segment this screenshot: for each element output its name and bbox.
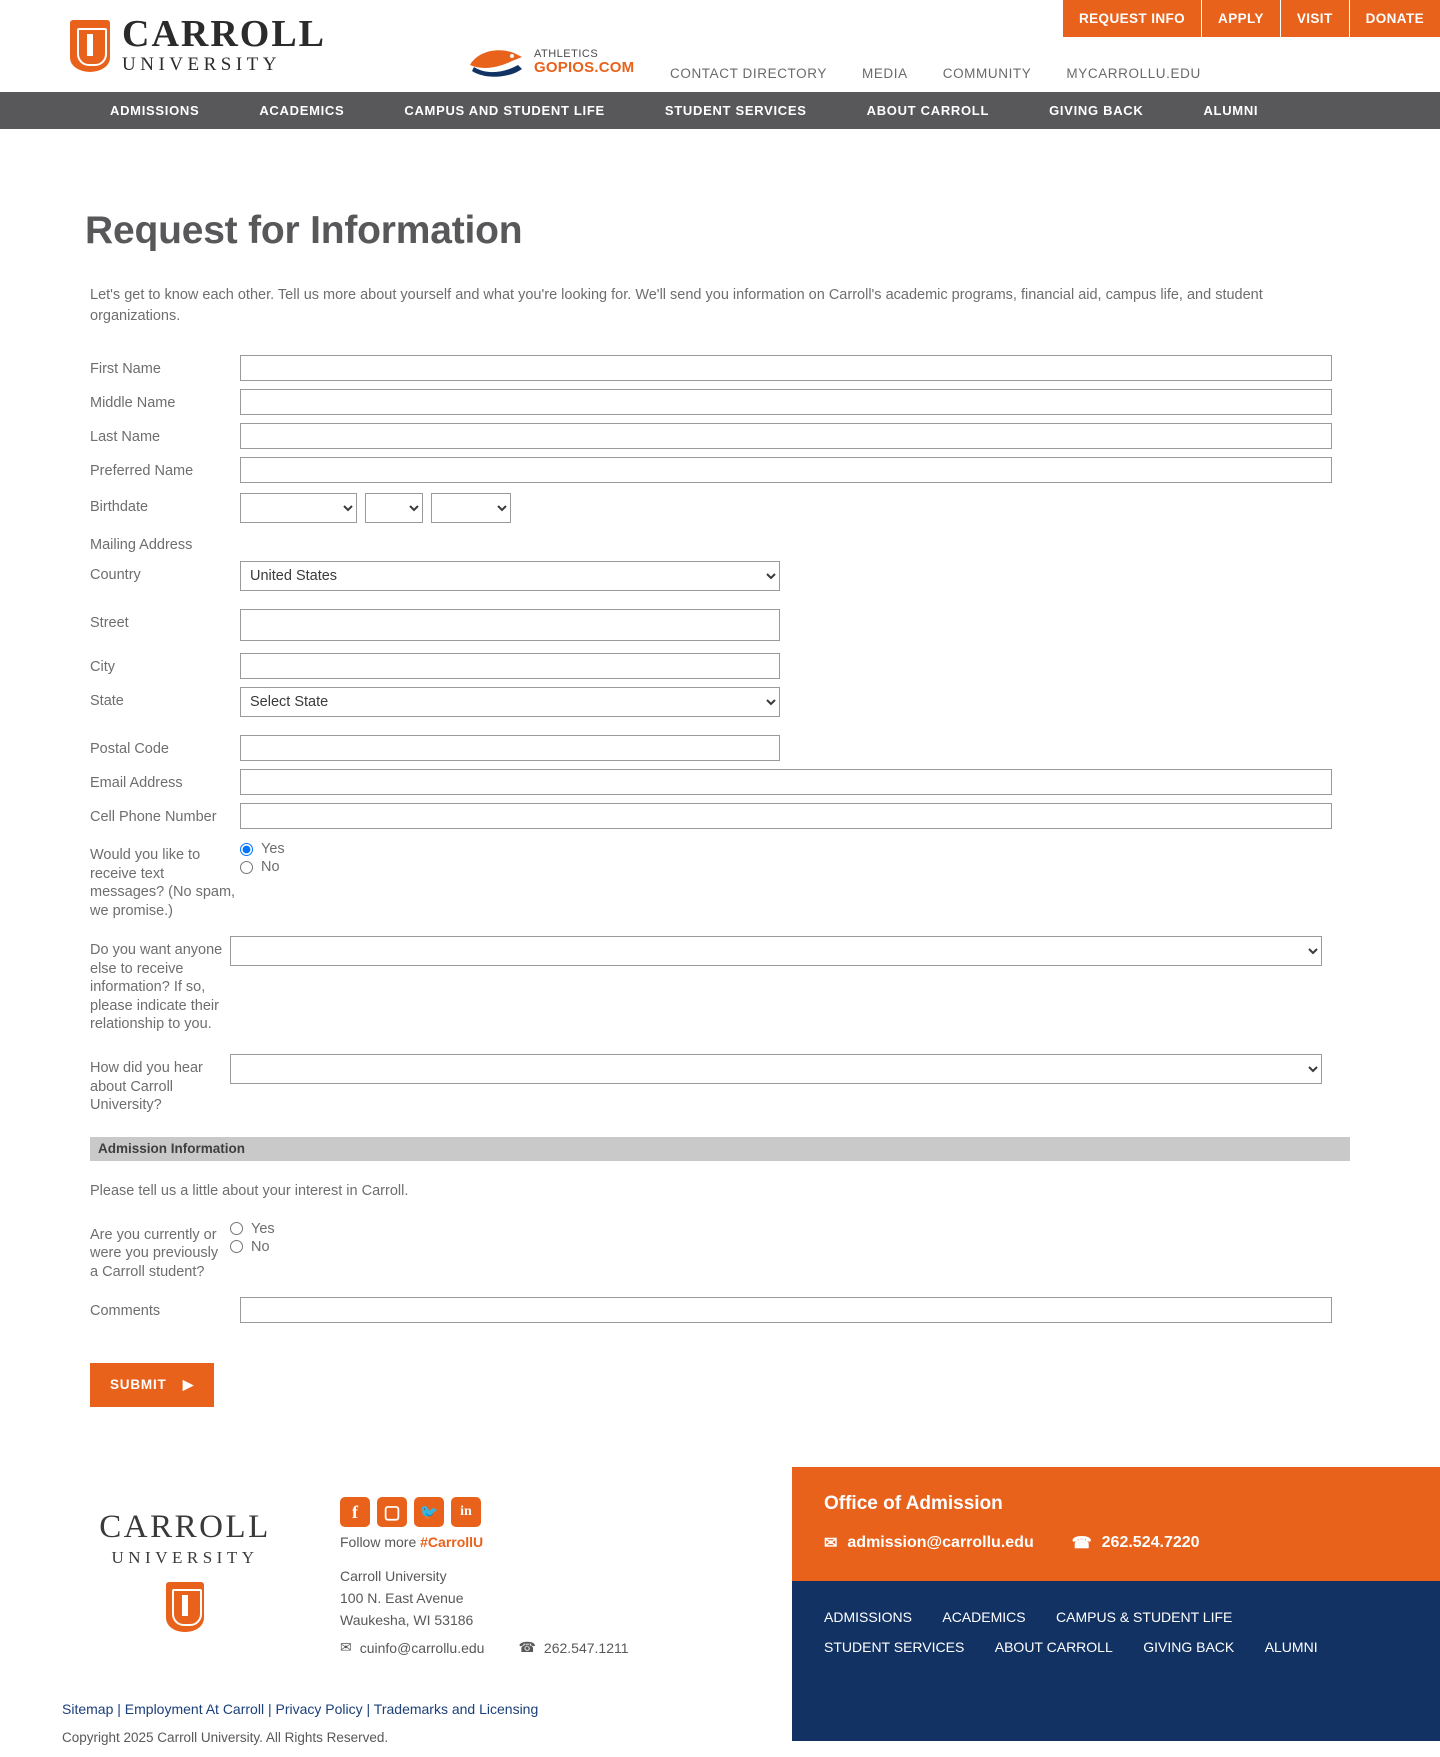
twitter-icon[interactable]: 🐦 [414,1497,444,1527]
footer-nav-row-2 [824,1633,1408,1662]
link-sitemap[interactable]: Sitemap [62,1701,114,1718]
nav-admissions[interactable]: ADMISSIONS [110,103,200,118]
donate-button[interactable]: DONATE [1349,0,1440,37]
admission-information-note: Please tell us a little about your interest in Carroll. [90,1182,409,1199]
city-label: City [90,659,115,676]
footer-right-section [792,1467,1440,1741]
country-label: Country [90,567,141,584]
email-input[interactable] [240,769,1332,795]
admission-information-bar: Admission Information [90,1137,1350,1161]
link-employment[interactable]: Employment At Carroll [124,1701,265,1718]
cell-phone-label: Cell Phone Number [90,809,217,826]
field-row-state [90,687,1350,717]
gopios-label: GOPIOS.COM [534,58,635,76]
logo-wordmark: CARROLL [122,13,327,55]
footer-info [300,1497,629,1656]
link-community[interactable]: COMMUNITY [942,66,1032,81]
footer-wordmark: CARROLL [99,1509,271,1546]
footer-nav-admissions[interactable]: ADMISSIONS [824,1609,912,1626]
field-row-birthdate [90,493,1350,523]
field-row-cell-phone [90,803,1350,829]
office-email[interactable]: admission@carrollu.edu [847,1534,1034,1552]
office-title: Office of Admission [824,1493,1003,1515]
current-student-no-label: No [251,1238,270,1255]
request-info-button[interactable]: REQUEST INFO [1062,0,1201,37]
current-student-no-option[interactable] [230,1239,1350,1255]
apply-button[interactable]: APPLY [1201,0,1280,37]
office-phone[interactable]: 262.524.7220 [1101,1534,1200,1552]
current-student-yes-option[interactable] [230,1221,1350,1237]
instagram-icon[interactable]: ▢ [377,1497,407,1527]
site-footer [0,1467,1440,1757]
text-messages-no-option[interactable] [240,859,1350,875]
link-contact-directory[interactable]: CONTACT DIRECTORY [670,66,827,81]
shield-icon [70,20,110,72]
field-row-comments [90,1297,1350,1323]
comments-input[interactable] [240,1297,1332,1323]
address-line-3: Waukesha, WI 53186 [340,1611,474,1628]
social-links [340,1497,629,1527]
text-messages-yes-option[interactable] [240,841,1350,857]
address-line-2: 100 N. East Avenue [340,1589,464,1606]
footer-nav-student-services[interactable]: STUDENT SERVICES [824,1638,965,1655]
follow-text [340,1534,629,1550]
birthdate-year-select[interactable] [431,493,511,523]
birthdate-day-select[interactable] [365,493,423,523]
preferred-name-input[interactable] [240,457,1332,483]
pioneer-logo-icon [468,45,526,79]
page-title: Request for Information [85,209,523,252]
utility-button-group [1062,0,1440,37]
nav-campus-and-student-life[interactable]: CAMPUS AND STUDENT LIFE [404,103,605,118]
last-name-label: Last Name [90,429,161,446]
field-row-street [90,609,1350,641]
comments-label: Comments [90,1303,161,1320]
site-logo[interactable] [70,15,326,77]
request-info-form [80,355,1360,1115]
field-row-text-messages [90,841,1350,920]
current-student-yes-label: Yes [251,1220,275,1237]
footer-address [340,1566,629,1631]
field-row-middle-name [90,389,1350,415]
field-row-relationship [90,936,1350,1034]
athletics-label: ATHLETICS [534,47,599,60]
footer-shield-icon [166,1582,204,1632]
footer-nav-row-1 [824,1603,1408,1632]
envelope-icon: ✉ [340,1639,352,1656]
current-student-no-radio[interactable] [230,1240,243,1253]
text-messages-no-radio[interactable] [240,861,253,874]
nav-giving-back[interactable]: GIVING BACK [1049,103,1144,118]
mailing-address-heading: Mailing Address [90,537,193,554]
country-select[interactable] [240,561,780,591]
postal-code-input[interactable] [240,735,780,761]
text-messages-no-label: No [261,859,280,876]
last-name-input[interactable] [240,423,1332,449]
middle-name-label: Middle Name [90,395,176,412]
field-row-city [90,653,1350,679]
field-row-postal-code [90,735,1350,761]
field-row-first-name [90,355,1350,381]
birthdate-label: Birthdate [90,499,149,516]
page-content [0,209,1440,1407]
street-label: Street [90,615,129,632]
page-intro: Let's get to know each other. Tell us more about yourself and what you're looking for. We'll send you information on Carroll's academic programs, financial aid, campus life, and student organizations. [90,287,1263,325]
first-name-label: First Name [90,361,161,378]
text-messages-yes-label: Yes [261,841,285,858]
relationship-select[interactable] [230,936,1322,966]
how-hear-select[interactable] [230,1054,1322,1084]
footer-nav-campus-student-life[interactable]: CAMPUS & STUDENT LIFE [1056,1609,1233,1626]
field-row-current-student [90,1221,1350,1282]
footer-nav-academics[interactable]: ACADEMICS [942,1609,1026,1626]
link-privacy-policy[interactable]: Privacy Policy [275,1701,363,1718]
address-line-1: Carroll University [340,1568,447,1585]
footer-nav-giving-back[interactable]: GIVING BACK [1143,1638,1235,1655]
footer-navigation [792,1581,1440,1741]
preferred-name-label: Preferred Name [90,463,194,480]
nav-about-carroll[interactable]: ABOUT CARROLL [866,103,990,118]
field-row-last-name [90,423,1350,449]
city-input[interactable] [240,653,780,679]
field-row-email [90,769,1350,795]
link-mycarrollu[interactable]: MYCARROLLU.EDU [1066,66,1201,81]
site-header [0,0,1440,92]
postal-code-label: Postal Code [90,741,169,758]
text-messages-label: Would you like to receive text messages? (No spam, we promise.) [90,847,236,919]
first-name-input[interactable] [240,355,1332,381]
follow-hashtag: #CarrollU [420,1534,484,1551]
field-row-preferred-name [90,457,1350,483]
link-trademarks[interactable]: Trademarks and Licensing [373,1701,539,1718]
relationship-label: Do you want anyone else to receive information? If so, please indicate their relationship to you. [90,942,223,1033]
athletics-link[interactable] [468,45,634,79]
birthdate-month-select[interactable] [240,493,357,523]
facebook-icon[interactable]: f [340,1497,370,1527]
logo-subtext: UNIVERSITY [122,54,281,75]
email-label: Email Address [90,775,183,792]
nav-academics[interactable]: ACADEMICS [259,103,345,118]
footer-nav-about-carroll[interactable]: ABOUT CARROLL [994,1638,1113,1655]
copyright-text: Copyright 2025 Carroll University. All Rights Reserved. [62,1730,389,1746]
follow-label: Follow more [340,1534,421,1551]
state-label: State [90,693,124,710]
text-messages-yes-radio[interactable] [240,843,253,856]
cell-phone-input[interactable] [240,803,1332,829]
phone-icon: ☎ [518,1639,536,1656]
office-of-admission-box [792,1467,1440,1581]
middle-name-input[interactable] [240,389,1332,415]
footer-nav-alumni[interactable]: ALUMNI [1264,1638,1318,1655]
nav-student-services[interactable]: STUDENT SERVICES [664,103,807,118]
current-student-yes-radio[interactable] [230,1222,243,1235]
footer-contact-line [340,1639,629,1656]
nav-alumni[interactable]: ALUMNI [1203,103,1259,118]
how-hear-label: How did you hear about Carroll University? [90,1059,203,1114]
field-row-country [90,561,1350,591]
top-utility-links [670,66,1201,81]
submit-button[interactable] [90,1363,214,1407]
state-select[interactable] [240,687,780,717]
footer-email[interactable]: cuinfo@carrollu.edu [359,1639,485,1656]
footer-phone[interactable]: 262.547.1211 [543,1639,629,1656]
footer-logo[interactable] [70,1497,300,1656]
footer-wordmark-sub: UNIVERSITY [111,1548,259,1568]
street-input[interactable] [240,609,780,641]
link-media[interactable]: MEDIA [861,66,908,81]
main-navigation [0,92,1440,129]
submit-button-label: SUBMIT [110,1377,167,1393]
field-row-how-hear [90,1054,1350,1115]
arrow-right-icon: ▶ [182,1377,194,1393]
current-student-label: Are you currently or were you previously a Carroll student? [90,1226,219,1280]
visit-button[interactable]: VISIT [1280,0,1349,37]
linkedin-icon[interactable]: in [451,1497,481,1527]
footer-legal-links: Sitemap | Employment At Carroll | Privacy Policy | Trademarks and Licensing [62,1701,539,1718]
footer-left-section [0,1467,790,1656]
office-envelope-icon: ✉ [824,1535,838,1553]
office-phone-icon: ☎ [1071,1535,1092,1553]
office-contacts [824,1533,1408,1553]
